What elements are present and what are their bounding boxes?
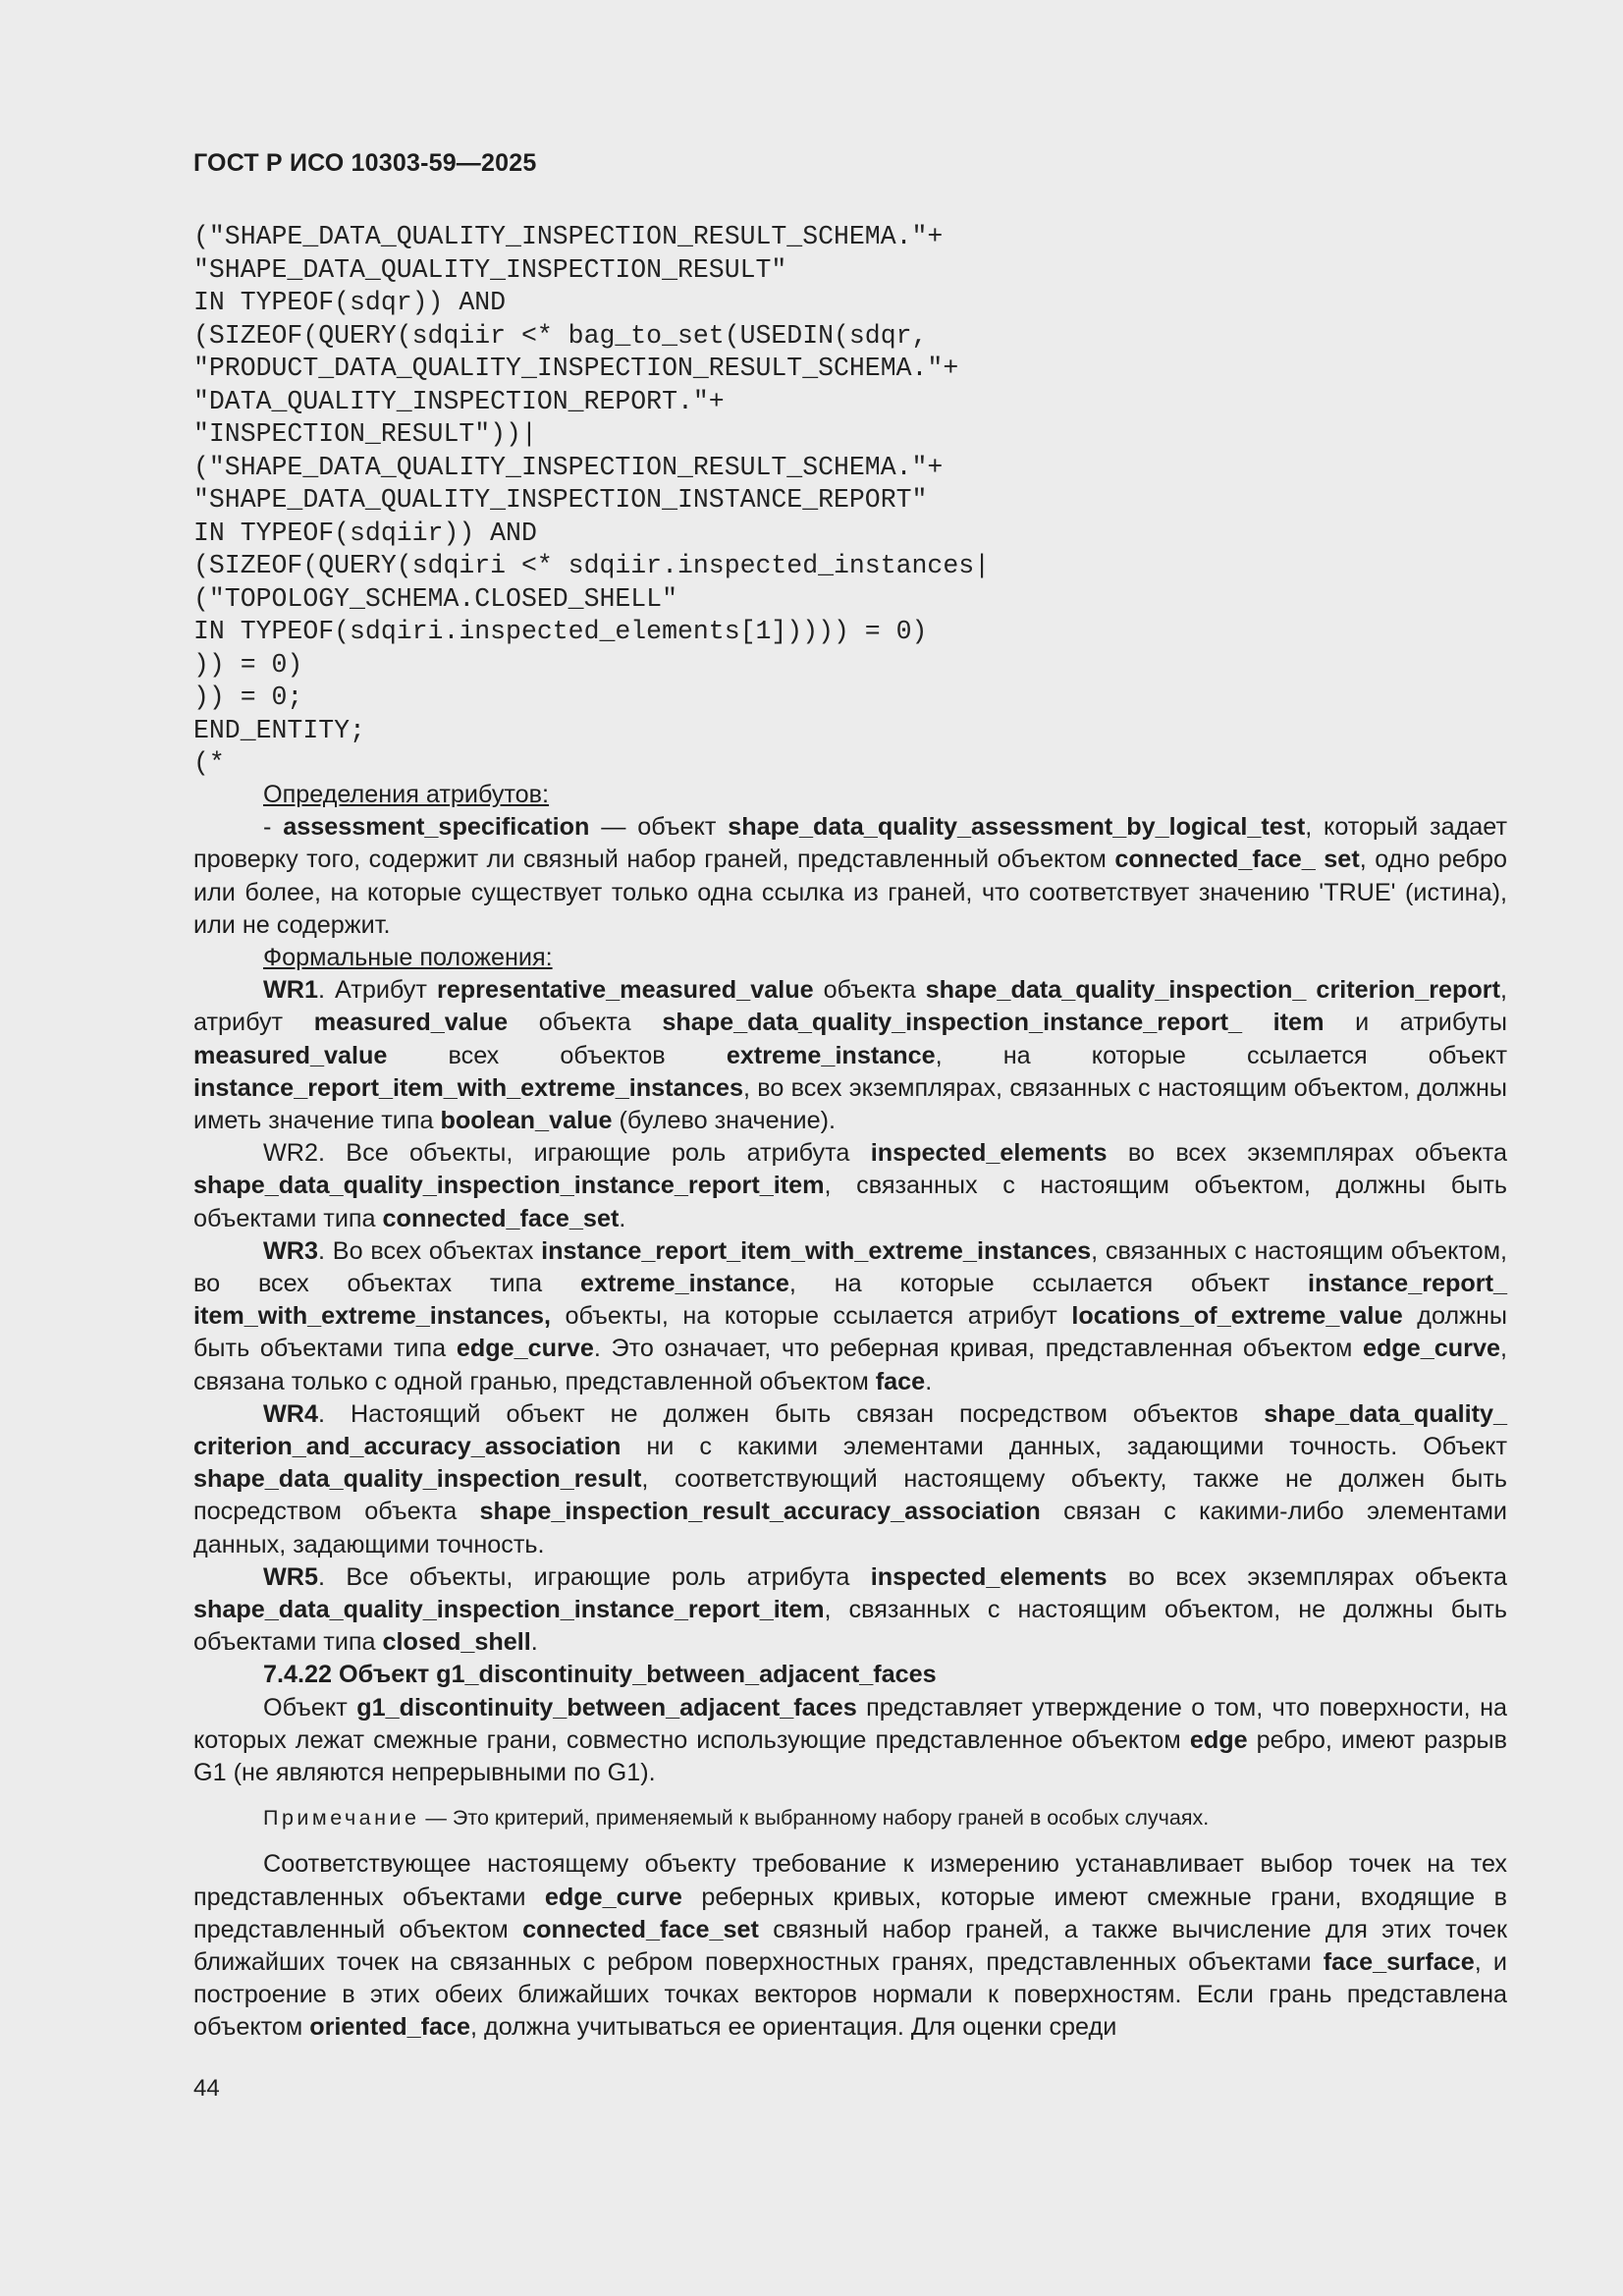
rule-wr4 [193, 1398, 1507, 1561]
text-run: Объект [263, 1693, 357, 1722]
rule-wr3 [193, 1235, 1507, 1398]
note [193, 1803, 1507, 1832]
text-run: , на которые ссылается объект [935, 1041, 1507, 1069]
text-run: g1_discontinuity_between_adjacent_faces [356, 1693, 857, 1722]
text-run: , на которые ссылается объект [788, 1270, 1308, 1298]
formal-heading [193, 942, 1507, 974]
text-run: объекта [508, 1009, 663, 1037]
code-line: ("TOPOLOGY_SCHEMA.CLOSED_SHELL" [193, 583, 677, 614]
text-run: shape_data_quality_inspection_result [193, 1465, 642, 1494]
text-run: WR3 [263, 1236, 318, 1265]
note-label: Примечание [263, 1806, 420, 1831]
section-title: 7.4.22 Объект g1_discontinuity_between_adjacent_faces [263, 1661, 937, 1689]
text-run: . Во всех объектах [317, 1236, 542, 1265]
code-line: IN TYPEOF(sdqiri.inspected_elements[1])))) = 0) [193, 617, 928, 646]
text-run: edge_curve [456, 1335, 594, 1363]
text-run: Соответствующее настоящему объекту требование к измерению устанавливает выбор точек на тех представленных объектами [193, 1850, 1507, 1911]
rule-wr1 [193, 974, 1507, 1137]
attr-def-assessment-specification [193, 811, 1507, 942]
text-run: (булево значение). [612, 1107, 837, 1135]
text-run: connected_face_set [522, 1915, 759, 1943]
text-run: inspected_elements [870, 1139, 1108, 1168]
code-line: "INSPECTION_RESULT"))| [193, 419, 537, 449]
note-text: — Это критерий, применяемый к выбранному набору граней в особых случаях. [419, 1806, 1210, 1831]
text-run: представляет утверждение о том, что поверхности, на которых лежат смежные грани, совместно использующие представленное объектом [193, 1693, 1507, 1754]
text-run: connected_face_ set [1114, 846, 1360, 874]
text-run: объекта [813, 976, 926, 1005]
document-header: ГОСТ Р ИСО 10303-59—2025 [193, 149, 537, 177]
code-line: "DATA_QUALITY_INSPECTION_REPORT."+ [193, 386, 725, 416]
text-run: . [925, 1367, 933, 1395]
text-run: во всех экземплярах объекта [1107, 1562, 1507, 1591]
text-run: , и построение в этих обеих ближайших точках векторов нормали к поверхностям. Если грань представлена объектом [193, 1947, 1507, 2042]
text-run: shape_data_quality_inspection_instance_report_ item [662, 1009, 1325, 1037]
text-run: instance_report_ item_with_extreme_instances, [193, 1270, 1507, 1331]
code-line: ("SHAPE_DATA_QUALITY_INSPECTION_RESULT_SCHEMA."+ [193, 222, 944, 251]
text-run: , во всех экземплярах, связанных с настоящим объектом, должны иметь значение типа [193, 1073, 1507, 1135]
text-run: , связанных с настоящим объектом, должны быть объектами типа [193, 1172, 1507, 1232]
text-run: . Это означает, что реберная кривая, представленная объектом [593, 1335, 1363, 1363]
text-run: . Все объекты, играющие роль атрибута [317, 1562, 871, 1591]
text-run: . Настоящий объект не должен быть связан посредством объектов [317, 1399, 1265, 1428]
text-run: , атрибут [193, 976, 1507, 1037]
text-run: WR4 [263, 1399, 318, 1428]
text-run: shape_data_quality_assessment_by_logical_test [728, 813, 1306, 842]
text-run: face_surface [1323, 1947, 1475, 1976]
text-run: . Атрибут [317, 976, 437, 1005]
text-run: Формальные положения: [263, 944, 553, 972]
code-line: )) = 0; [193, 683, 303, 712]
text-run: measured_value [313, 1009, 509, 1037]
code-line: "SHAPE_DATA_QUALITY_INSPECTION_RESULT" [193, 254, 787, 285]
code-line: (SIZEOF(QUERY(sdqiri <* sdqiir.inspected_instances| [193, 551, 991, 580]
text-run: связный набор граней, а также вычисление для этих точек ближайших точек на связанных с ребром поверхностных гранях, представленных объектами [193, 1915, 1507, 1976]
text-run: всех объектов [387, 1041, 727, 1069]
text-run: WR1 [263, 976, 318, 1005]
text-run: , который задает проверку того, содержит ли связный набор граней, представленный объектом [193, 813, 1508, 874]
text-run: shape_inspection_result_accuracy_association [479, 1498, 1041, 1526]
text-run: WR5 [263, 1562, 318, 1591]
text-run: должны быть объектами типа [193, 1302, 1507, 1363]
text-run: extreme_instance [726, 1041, 936, 1069]
text-run: edge_curve [1362, 1335, 1500, 1363]
text-run: shape_data_quality_ criterion_and_accuracy_association [193, 1399, 1507, 1461]
code-line: IN TYPEOF(sdqiir)) AND [193, 518, 537, 548]
text-run: face [875, 1367, 926, 1395]
text-run: . [619, 1204, 626, 1232]
text-run: . [530, 1628, 538, 1657]
text-run: , одно ребро или более, на которые существует только одна ссылка из граней, что соответствует значению 'TRUE' (истина), или не содержит. [193, 846, 1507, 939]
text-run: instance_report_item_with_extreme_instances [193, 1073, 743, 1102]
text-run: representative_measured_value [436, 976, 814, 1005]
page-number: 44 [193, 2075, 220, 2102]
text-run: - [263, 813, 284, 842]
text-run: measured_value [193, 1041, 388, 1069]
text-run: shape_data_quality_inspection_instance_report_item [193, 1172, 825, 1200]
text-run: ребро, имеют разрыв G1 (не являются непрерывными по G1). [193, 1725, 1507, 1787]
text-run: connected_face_set [382, 1204, 620, 1232]
text-run: extreme_instance [580, 1270, 789, 1298]
text-run: oriented_face [309, 2013, 471, 2042]
code-line: (SIZEOF(QUERY(sdqiir <* bag_to_set(USEDIN(sdqr, [193, 320, 928, 351]
code-line: )) = 0) [193, 649, 303, 680]
code-line: "SHAPE_DATA_QUALITY_INSPECTION_INSTANCE_REPORT" [193, 485, 928, 515]
code-line: END_ENTITY; [193, 715, 365, 745]
rule-wr2 [193, 1137, 1507, 1235]
text-run: assessment_specification [283, 813, 590, 842]
text-run: — объект [589, 813, 729, 842]
text-run: , связанных с настоящим объектом, не должны быть объектами типа [193, 1596, 1507, 1657]
text-run: реберных кривых, которые имеют смежные грани, входящие в представленный объектом [193, 1883, 1507, 1943]
text-run: WR2. Все объекты, играющие роль атрибута [263, 1139, 871, 1168]
code-line: IN TYPEOF(sdqr)) AND [193, 288, 507, 317]
attr-defs-heading [193, 779, 1507, 811]
text-run: shape_data_quality_inspection_ criterion_report [925, 976, 1500, 1005]
section-intro [193, 1692, 1507, 1790]
text-run: boolean_value [440, 1107, 613, 1135]
text-run: , связана только с одной гранью, представленной объектом [193, 1335, 1507, 1395]
text-run: во всех экземплярах объекта [1107, 1139, 1507, 1168]
text-run: locations_of_extreme_value [1071, 1302, 1403, 1331]
code-line: (* [193, 748, 225, 778]
code-line: ("SHAPE_DATA_QUALITY_INSPECTION_RESULT_SCHEMA."+ [193, 452, 944, 482]
text-run: shape_data_quality_inspection_instance_report_item [193, 1596, 825, 1624]
text-run: edge_curve [544, 1883, 682, 1911]
text-run: и атрибуты [1324, 1009, 1507, 1037]
text-run: Определения атрибутов: [263, 781, 550, 808]
text-run: , соответствующий настоящему объекту, также не должен быть посредством объекта [193, 1465, 1507, 1526]
text-run: edge [1189, 1725, 1248, 1754]
document-body [193, 779, 1507, 2045]
text-run: instance_report_item_with_extreme_instances [541, 1236, 1092, 1265]
section-paragraph [193, 1848, 1507, 2044]
text-run: , должна учитываться ее ориентация. Для оценки среди [470, 2013, 1117, 2042]
express-code-block [193, 221, 1470, 781]
text-run: , связанных с настоящим объектом, во всех объектах типа [193, 1236, 1508, 1298]
text-run: объекты, на которые ссылается атрибут [551, 1302, 1072, 1331]
text-run: closed_shell [382, 1628, 531, 1657]
text-run: ни с какими элементами данных, задающими точность. Объект [621, 1433, 1507, 1461]
rule-wr5 [193, 1561, 1507, 1660]
text-run: связан с какими-либо элементами данных, задающими точность. [193, 1498, 1507, 1558]
text-run: inspected_elements [870, 1562, 1108, 1591]
code-line: "PRODUCT_DATA_QUALITY_INSPECTION_RESULT_SCHEMA."+ [193, 354, 959, 383]
